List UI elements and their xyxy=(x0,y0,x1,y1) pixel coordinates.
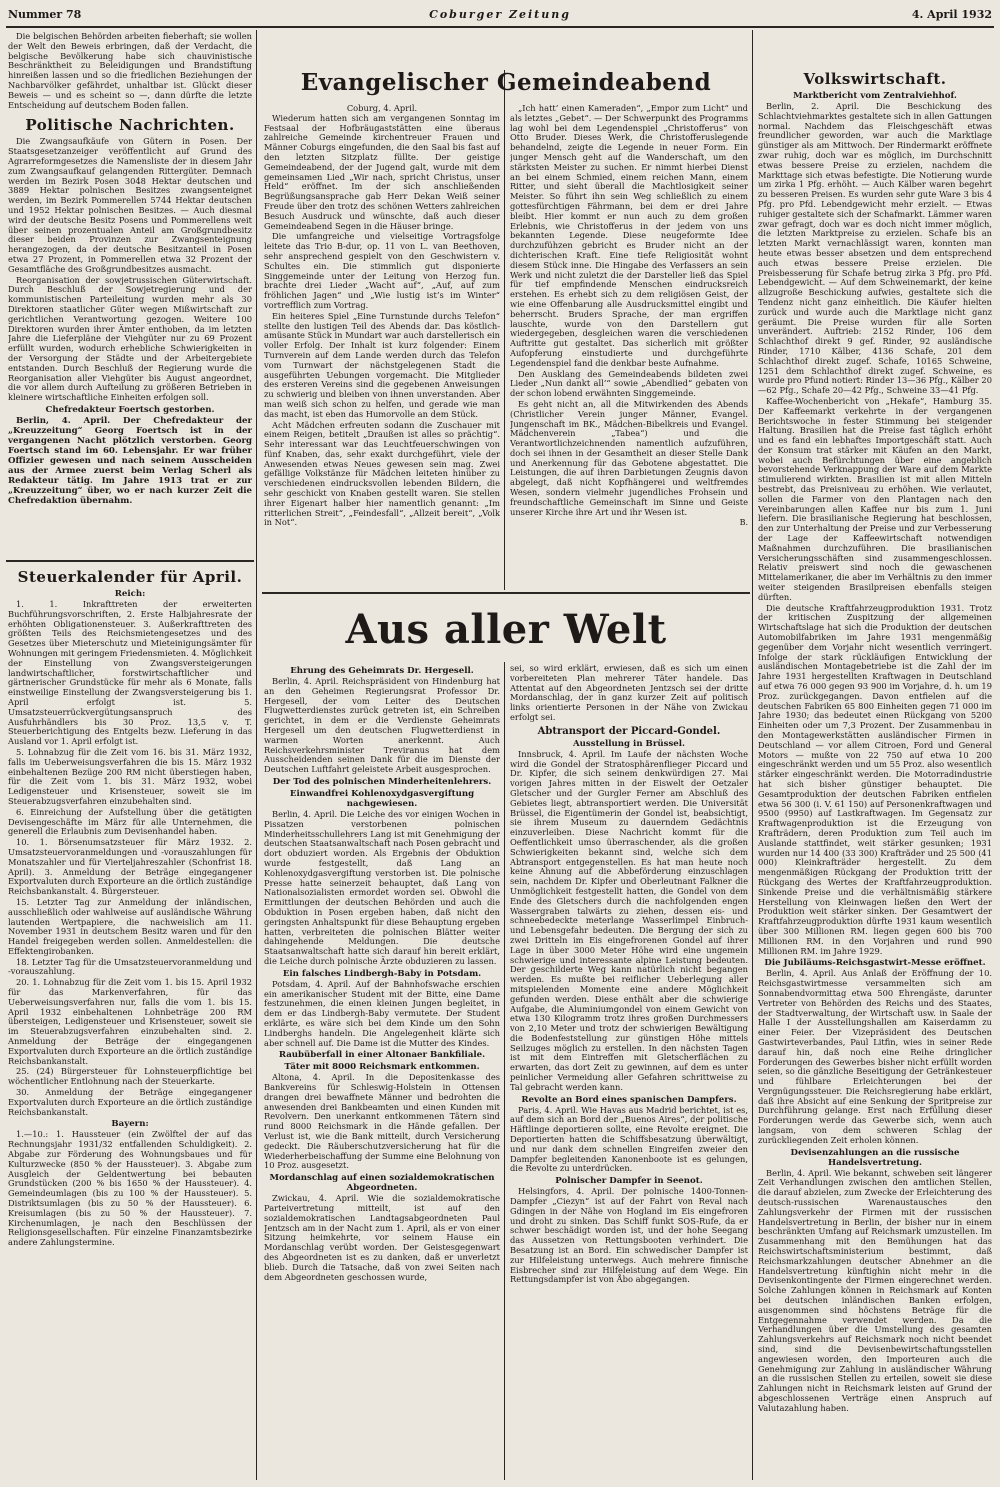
economy-paragraph: Berlin, 4. April. Aus Anlaß der Eröffnung der 10. Reichsgastwirtmesse versammelten sich am Sonnabendvormittag etwa 500 Ehrengäste, darunter Vertreter von Behörden des Reichs und des Staates, der Stadtverwaltung, der Wirtschaft usw. in Saale der Halle I der Ausstellungshallen am Kaiserdamm zu einer Feier. Der Vizepräsident des Deutschen Gastwirteverbandes, Paul Litfin, wies in seiner Rede darauf hin, daß noch eine Reihe dringlicher Forderungen des Gewerbes bisher nicht erfüllt worden seien, so die gänzliche Beseitigung der Getränkesteuer und fühlbare Erleichterungen bei der Vergnügungssteuer. Die Reichsregierung habe erklärt, daß ihre Absicht auf eine Senkung der Spritpreise zur Durchführung gelange. Erst nach Erfüllung dieser Forderungen werde das Gewerbe sich, wenn auch langsam, von dem schweren Schlag der zurückliegenden Zeit erholen können. xyxy=(758,968,992,1145)
world-news-paragraph: Berlin, 4. April. Die Leiche des vor einigen Wochen in Pissatzen verstorbenen polnischen Minderheitsschullehrers Lang ist mit Genehmigung der deutschen Staatsanwaltschaft nach Posen gebracht und dort obduziert worden. Als Ergebnis der Obduktion wurde festgestellt, daß Lang an Kohlenoxydgasvergiftung verstorben ist. Die polnische Presse hatte seinerzeit behauptet, daß Lang von Nationalsozialisten ermordet worden sei. Obwohl die Ermittlungen der deutschen Behörden und auch die Obduktion in Posen ergeben haben, daß nicht den geringsten Anhaltspunkt für diese Behauptung ergeben hatten, verbreiteten die polnischen Blätter weiter dahingehende Meldungen. Die deutsche Staatsanwaltschaft hatte sich darauf hin bereit erklärt, die Leiche durch polnische Ärzte obduzieren zu lassen. xyxy=(264,808,500,966)
column-left-top xyxy=(8,32,252,560)
obituary-heading: Chefredakteur Foertsch gestorben. xyxy=(45,404,215,415)
tax-item: 1.—10.: 1. Haussteuer (ein Zwölftel der auf das Rechnungsjahr 1931/32 entfallenden Schuldigkeit). 2. Abgabe zur Förderung des Wohnungsbaues und für Kulturzwecke (850 % der Haussteuer). 3. Abgabe zum Ausgleich der Geldentwertung bei bebauten Grundstücken (200 % bis 1650 % der Haussteuer). 4. Gemeindeumlagen (bis zu 100 % der Haussteuer). 5. Distriktsumlagen (bis zu 50 % der Haussteuer). 6. Kreisumlagen (bis zu 50 % der Haussteuer). 7. Kirchenumlagen, je nach den Beschlüssen der Religionsgesellschaften. Für einzelne Finanzamtsbezirke andere Zahlungstermine. xyxy=(8,1129,252,1248)
issue-number: Nummer 78 xyxy=(8,8,82,21)
tax-item: 25. (24) Bürgersteuer für Lohnsteuerpflichtige bei wöchentlicher Entlohnung nach der Steuerkarte. xyxy=(8,1066,252,1087)
politics-heading: Politische Nachrichten. xyxy=(25,116,235,135)
world-news-paragraph: Innsbruck, 4. April. Im Laufe der nächsten Woche wird die Gondel der Stratosphärenflieger Piccard und Dr. Kipfer, die sich seinem denkwürdigen 27. Mai vorigen Jahres mitten in der Eiswelt der Oetzaler Gletscher und der Gurgler Ferner am Abschluß des Gebietes liegt, abtransportiert werden. Die Universität Brüssel, die Eigentümerin der Gondel ist, beabsichtigt, sie ihrem Museum zu dauerndem Gedächtnis einzuverleiben. Diese Nachricht kommt für die Oeffentlichkeit umso überraschender, als die großen Schwierigkeiten bekannt sind, welche sich dem Abtransport entgegenstellen. Es hat man heute noch keine Ahnung auf die Abbeförderung einzuschlagen sein, nachdem Dr. Kipfer und Oberleutnant Falkner die Unmöglichkeit festgestellt hatten, die Gondel von dem Ende des Gletschers durch die nachfolgenden engen Wassergraben talwärts zu ziehen, dessen eis- und schneebedeckte meterlange Wasserlimpel Einbruch- und Lebensgefahr bedeuten. Die Bergung der sich zu zwei Dritteln im Eis eingefrorenen Gondel auf ihrer Lage in über 3000 Meter Höhe wird eine ungemein schwierige und interessante alpine Leistung bedeuten. Der geschilderte Weg kann natürlich nicht begangen werden. Es mußte bei reiflicher Ueberlegung aller mitspielenden Momente eine andere Möglichkeit gefunden werden. Diese enthält aber die schwierige Aufgabe, die Aluminiumgondel von einem Gewicht von etwa 130 Kilogramm trotz ihres großen Durchmessers von 2,10 Meter und trotz der schwierigen Bewältigung die Bodenfeststellung zur günstigen Höhe mittels Seilzuges möglich zu erstellen. In den nächsten Tagen ist mit dem Eintreffen mit Gletscherflächen zu erwarten, das dort Zeit zu gewinnen, auf dem es unter peinlicher Vermeidung aller Gefahren schrittweise zu Tal gebracht werden kann. xyxy=(510,748,748,1092)
tax-item: 10. 1. Börsenumsatzsteuer für März 1932. 2. Umsatzsteuervoranmeldungen und -vorauszahlungen für Monatszahler und für Vierteljahreszahler (Schonfrist 18. April). 3. Anmeldung der Beträge eingegangener Exportvaluten durch Exporteure an die örtlich zuständige Reichsbankanstalt. 4. Bürgersteuer. xyxy=(8,837,252,897)
masthead-rule xyxy=(6,26,994,28)
tax-item: 20. 1. Lohnabzug für die Zeit vom 1. bis 15. April 1932 für das Markenverfahren, für das Ueberweisungsverfahren nur, falls die vom 1. bis 15. April 1932 einbehaltenen Lohnbeträge 200 RM übersteigen, Ledigensteuer und Krisensteuer, soweit sie im Steuerabzugsverfahren einzubehalten sind. 2. Anmeldung der Beträge der eingegangenen Exportvaluten durch Exporteure an die örtlich zuständige Reichsbankanstalt. xyxy=(8,977,252,1066)
section-rule xyxy=(262,592,750,594)
church-evening-dateline: Coburg, 4. April. xyxy=(346,104,418,113)
intro-paragraph: Die belgischen Behörden arbeiten fieberhaft; sie wollen der Welt den Beweis erbringen, daß der Verdacht, die belgische Bevölkerung habe sich chauvinistische Beschränktheit zu Beleidigungen und Brandstiftung hinreißen lassen und so die friedlichen Beziehungen der Nachbarvölker gefährdet, unhaltbar ist. Glückt dieser Beweis — und es scheint so —, dann dürfte die letzte Entscheidung auf deutschem Boden fallen. xyxy=(8,32,252,110)
column-rule xyxy=(256,30,257,1480)
tax-item: 6. Einreichung der Aufstellung über die getätigten Devisengeschäfte im März für alle Unternehmen, die generell die Erlaubnis zum Devisenhandel haben. xyxy=(8,806,252,837)
tax-item: 5. Lohnabzug für die Zeit vom 16. bis 31. März 1932, falls im Ueberweisungsverfahren die bis 15. März 1932 einbehaltenen Bezüge 200 RM nicht überstiegen haben, für die Zeit vom 1. bis 31. März 1932, wobei Ledigensteuer und Krisensteuer, soweit sie im Steuerabzugsverfahren einzubehalten sind. xyxy=(8,746,252,806)
issue-date: 4. April 1932 xyxy=(911,8,992,21)
church-evening-column-b xyxy=(510,104,748,590)
world-news-column-a xyxy=(264,664,500,1480)
church-evening-paragraph: Wiederum hatten sich am vergangenen Sonntag im Festsaal der Hofbräugaststätten eine überaus zahlreiche Gemeinde kirchentreuer Frauen und Männer Coburgs eingefunden, die den Saal bis fast auf den letzten Sitzplatz füllte. Der geistige Gemeindeabend, der der Jugend galt, wurde mit dem gemeinsamen Lied „Wir nach, spricht Christus, unser Held“ eröffnet. Im der sich anschließenden Begrüßungsansprache gab Herr Dekan Weiß seiner Freude über den trotz des schönen Wetters zahlreichen Besuch Ausdruck und wünschte, daß auch dieser Gemeindeabend Segen in die Häuser bringe. xyxy=(264,112,500,231)
world-news-paragraph: Helsingfors, 4. April. Der polnische 1400-Tonnen-Dampfer „Ciezyn“ ist auf der Fahrt von Reval nach Gdingen in der Nähe von Hogland im Eis eingefroren und droht zu sinken. Das Schiff funkt SOS-Rufe, da er schwer beschädigt worden ist, und der hohe Seegang das Aussetzen von Rettungsbooten verhindert. Die Besatzung ist an Bord. Ein schwedischer Dampfer ist zur Hilfeleistung unterwegs. Auch mehrere finnische Eisbrecher sind zur Hilfeleistung auf dem Wege. Ein Rettungsdampfer ist von Åbo abgegangen. xyxy=(510,1186,748,1285)
economy-heading: Volkswirtschaft. xyxy=(803,70,947,88)
economy-paragraph: Berlin, 2. April. Die Beschickung des Schlachtviehmarktes gestaltete sich in allen Gattungen normal. Nachdem das Fleischgeschäft etwas freundlicher geworden, war auch die Marktlage günstiger als am Mittwoch. Der Rindermarkt eröffnete zwar ruhig, doch war es möglich, im Durchschnitt etwas bessere Preise zu erzielen, nachdem die Markttage sich etwas befestigte. Die Notierung wurde um zirka 1 Pfg. erhöht. — Auch Kälber waren begehrt zu besseren Preisen. Es wurden sehr gute Ware 3 bis 4 Pfg. pro Pfd. Lebendgewicht mehr erzielt. — Etwas ruhiger gestaltete sich der Schafmarkt. Lämmer waren zwar gefragt, doch war es doch nicht immer möglich, die letzten Marktpreise zu erzielen. Schafe bis an letzten Markt vernachlässigt waren, konnten man heute etwas besser absetzen und dem entsprechend auch etwas bessere Preise erzielen. Die Preisbesserung für Schafe betrug zirka 3 Pfg. pro Pfd. Lebendgewicht. — Auf dem Schweinemarkt, der keine allzugroße Beschickung aufwies, gestaltete sich die Tendenz nicht ganz einheitlich. Die Käufer hielten zurück und wurde auch die Marktlage nicht ganz geräumt. Die Preise wurden für alle Sorten unverändert. Auftrieb: 2152 Rinder, 106 dem Schlachthof direkt 9 gef. Rinder, 92 ausländische Rinder, 1710 Kälber, 4136 Schafe, 201 dem Schlachthof direkt zugef. Schafe, 10165 Schweine, 1251 dem Schlachthof direkt zugef. Schweine, es wurde pro Pfund notiert: Rinder 13—36 Pfg., Kälber 20—62 Pfg., Schafe 20—42 Pfg., Schweine 33—41 Pfg. xyxy=(758,101,992,396)
world-news-paragraph: Altona, 4. April. In die Depositenkasse des Bankvereins für Schleswig-Holstein in Ottensen drangen drei bewaffnete Männer und bedrohten die anwesenden drei Bankbeamten und einen Kunden mit Revolvern. Den unerkannt entkommenen Tätern sind rund 8000 Reichsmark in die Hände gefallen. Der Verlust ist, wie die Bank mitteilt, durch Versicherung gedeckt. Die Räuberschutzversicherung hat für die Wiederherbeischaffung der Summe eine Belohnung von 10 Proz. ausgesetzt. xyxy=(264,1072,500,1171)
tax-item: 15. Letzter Tag zur Anmeldung der inländischen, ausschließlich oder wahlweise auf ausländische Währung lautenden Wertpapiere, die nachweislich am 11. November 1931 in deutschem Besitz waren und für den Handel freigegeben werden sollen. Anmeldestellen: die Effektengirobanken. xyxy=(8,896,252,956)
church-evening-paragraph: Acht Mädchen erfreuten sodann die Zuschauer mit einem Reigen, betitelt „Draußen ist alles so prächtig“. Sehr interessant war das Leuchtfeuerschwingen von fünf Knaben, das, sehr exakt durchgeführt, viele der Anwesenden etwas Neues gewesen sein mag. Zwei gefällige Volkstänze für Mädchen leiteten hinüber zu verschiedenen eindrucksvollen lebenden Bildern, die sehr geschickt von Knaben gestellt waren. Sie stellen ihrer Eigenart halber hier namentlich genannt: „Im ritterlichen Streit“, „Feindesfall“, „Allzeit bereit“, „Volk in Not“. xyxy=(264,419,500,528)
tax-item: 30. Anmeldung der Beträge eingegangener Exportvaluten durch Exporteure an die örtlich zuständige Reichsbankanstalt. xyxy=(8,1087,252,1117)
section-rule xyxy=(6,560,254,562)
economy-paragraph: Berlin, 4. April. Wie bekannt, schweben seit längerer Zeit Verhandlungen zwischen den amtlichen Stellen, die darauf abzielen, zum Zwecke der Erleichterung des deutsch-russischen Warenaustausches den Zahlungsverkehr der Firmen mit der russischen Handelsvertretung in Berlin, der bisher nur in einem beschränkten Umfang auf Reichsmark umzustellen. Im Zusammenhang mit den Bemühungen hat das Reichswirtschaftsministerium bestimmt, daß Reichsmarkzahlungen deutscher Abnehmer an die Handelsvertretung künftighin nicht mehr in die Devisenkontingente der Firmen eingerechnet werden. Solche Zahlungen können in Reichsmark auf Konten bei deutschen inländischen Banken erfolgen, ausgenommen sind höchstens Beträge für die Entgegennahme verwendet werden. Da die Verhandlungen über die Umstellung des gesamten Zahlungsverkehrs auf Reichsmark noch nicht beendet sind, sind die Devisenbewirtschaftungsstellen angewiesen worden, den Importeuren auch die Genehmigung zur Zahlung in ausländischer Währung an die russischen Stellen zu erteilen, soweit sie diese Zahlungen nicht in Reichsmark leisten auf Grund der abgeschlossenen Verträge einen Anspruch auf Valutazahlung haben. xyxy=(758,1167,992,1413)
economy-paragraph: Die deutsche Kraftfahrzeugproduktion 1931. Trotz der kritischen Zuspitzung der allgemeinen Wirtschaftslage hat sich die Produktion der deutschen Automobilfabriken im Jahre 1931 mengenmäßig gegenüber dem Vorjahr nicht wesentlich verringert. Infolge der stark rückläufigen Entwicklung der ausländischen Montagebetriebe ist die Zahl der im Jahre 1931 hergestellten Kraftwagen in Deutschland auf etwa 76 000 gegen 93 900 im Vorjahre, d. h. um 19 Proz. zurückgegangen. Davon entfielen auf die deutschen Fabriken 65 800 Einheiten gegen 71 000 im Jahre 1930; das bedeutet einen Rückgang von 5200 Einheiten oder um 7,3 Prozent. Der Zusammenbau in den Montagewerkstätten ausländischer Firmen in Deutschland — vor allem Citroen, Ford und General Motors — mußte von 22 750 auf etwa 10 200 eingeschränkt werden und um 55 Proz. also wesentlich stärker eingeschränkt werden. Die Motorradindustrie hat sich bisher günstiger behauptet. Die Gesamtproduktion der deutschen Fabriken entfielen etwa 56 300 (i. V. 61 150) auf Personenkraftwagen und 9500 (9950) auf Lastkraftwagen. Im Gegensatz zur Kraftwagenproduktion ist die Erzeugung von Krafträdern, deren Produktion zum Teil auch im Auslande stattfindet, weit stärker gesunken; 1931 wurden nur 14 400 (33 300) Krafträder und 25 500 (41 000) Kleinkrafträder hergestellt. Zu dem mengenmäßigen Rückgang der Produktion tritt der Rückgang des Wertes der Kraftfahrzeugproduktion. Sinkende Preise und die verhältnismäßig stärkere Herstellung von Kleinwagen ließen den Wert der Produktion weit stärker sinken. Der Gesamtwert der Kraftfahrzeugproduktion dürfte 1931 kaum wesentlich über 300 Millionen RM. liegen gegen 600 bis 700 Millionen RM. in den Vorjahren und rund 990 Millionen RM. im Jahre 1929. xyxy=(758,602,992,956)
tax-item: 1. 1. Inkrafttreten der erweiterten Buchführungsvorschriften, 2. Erste Halbjahresrate der erhöhten Obligationensteuer. 3. Außerkrafttreten des größten Teils des Reichsmietengesetzes und des Gesetzes über Mieterschutz und Mieteinigungsämter für Wohnungen mit geringem Friedensmieten. 4. Möglichkeit der Einstellung von Zwangsversteigerungen landwirtschaftlicher, forstwirtschaftlicher und gärtnerischer Grundstücke für mehr als 6 Monate, falls einstweilige Einstellung der Zwangsversteigerung bis 1. April erfolgt ist. 5. Umsatzsteuerrückvergütungsanspruch des Ausfuhrhändlers bis 30 Proz. 13,5 v. T. Steuerberichtigung des Entgelts bezw. Lieferung in das Ausland vor 1. April erfolgt ist. xyxy=(8,599,252,747)
world-news-subheading: Einwandfrei Kohlenoxydgasvergiftung nachgewiesen. xyxy=(289,788,475,809)
world-news-heading: Aus aller Welt xyxy=(345,606,667,653)
column-economy xyxy=(758,68,992,1480)
column-rule xyxy=(504,70,505,590)
politics-paragraph: Die Zwangsaufkäufe von Gütern in Posen. Der Staatsgesetzanzeiger veröffentlicht auf Grund des Agrarreformgesetzes die Namensliste der in diesem Jahr zum Zwangsaufkauf gelangenden Rittergüter. Demnach werden im Bezirk Posen 3048 Hektar deutschen und 3889 Hektar polnischen Besitzes zwangsenteignet werden, im Bezirk Pommerellen 5744 Hektar deutschen und 1952 Hektar polnischen Besitzes. — Auch diesmal wird der deutsche Besitz Posens und Pommerellens weit über seinen prozentualen Anteil am Großgrundbesitz dieser beiden Provinzen zur Zwangsenteignung herangezogen, da der deutsche Besitzanteil in Posen etwa 27 Prozent, in Pommerellen etwa 32 Prozent der Gesamtfläche des Großgrundbesitzes ausmacht. xyxy=(8,136,252,274)
tax-reich-label: Reich: xyxy=(114,589,146,599)
church-evening-paragraph: Ein heiteres Spiel „Eine Turnstunde durchs Telefon“ stellte den lustigen Teil des Abends dar. Das köstlich-amüsante Stück in Mundart war auch darstellerisch ein voller Erfolg. Der Inhalt ist kurz folgender: Einem Turnverein auf dem Lande werden durch das Telefon vom Turnwart der nächstgelegenen Stadt die ausgeführten Uebungen vorgemacht. Die Mitglieder des ersteren Vereins sind die gegebenen Anweisungen zu schwierig und bleiben von ihnen unverstanden. Aber man weiß sich schon zu helfen, und gerade wie man das macht, ist eben das Humorvolle an dem Stück. xyxy=(264,310,500,419)
church-evening-column-a xyxy=(264,104,500,590)
obituary-paragraph: Berlin, 4. April. Der Chefredakteur der „Kreuzzeitung“ Georg Foertsch ist in der vergangenen Nacht plötzlich verstorben. Georg Foertsch stand im 60. Lebensjahr. Er war früher Offizier gewesen und nach seinem Ausscheiden aus der Armee zuerst beim Verlag Scherl als Redakteur tätig. Im Jahre 1913 trat er zur „Kreuzzeitung“ über, wo er nach kurzer Zeit die Chefredaktion übernahm. xyxy=(8,415,252,506)
world-news-paragraph: Potsdam, 4. April. Auf der Bahnhofswache erschien ein amerikanischer Student mit der Bitte, eine Dame festzunehmen, die einen kleinen Jungen begleitet, in dem er das Lindbergh-Baby vermutete. Der Student erklärte, es wäre sich bei dem Kinde um den Sohn Lindberghs handeln. Die Angelegenheit klärte sich aber schnell auf. Die Dame ist die Mutter des Kindes. xyxy=(264,978,500,1048)
world-news-subheading: Ein falsches Lindbergh-Baby in Potsdam. xyxy=(282,968,482,979)
world-news-subheading: Raubüberfall in einer Altonaer Bankfiliale. xyxy=(278,1050,486,1061)
tax-item: 18. Letzter Tag für die Umsatzsteuervoranmeldung und -vorauszahlung. xyxy=(8,956,252,977)
church-evening-heading: Evangelischer Gemeindeabend xyxy=(300,69,712,96)
world-news-paragraph: Paris, 4. April. Wie Havas aus Madrid berichtet, ist es, auf dem sich an Bord der „Buenos Aires“, der politische Häftlinge deportieren sollte, eine Revolte ereignet. Die Deportierten hatten die Schiffsbesatzung überwältigt, und nur dank dem schnellen Eingreifen zweier den Dampfer begleitenden Kanonenboote ist es gelungen, die Revolte zu unterdrücken. xyxy=(510,1104,748,1174)
economy-paragraph: Kaffee-Wochenbericht von „Hekafe“, Hamburg 35. Der Kaffeemarkt verkehrte in der vergangenen Berichtswoche in fester Stimmung bei steigender Haltung. Brasilien hat die Preise fast täglich erhöht und es fand ein lebhaftes Importgeschäft statt. Auch der Konsum trat stärker mit Käufen an den Markt, wobei auch Befürchtungen über eine angeblich bevorstehende Verknappung der Ware auf dem Markte stimulierend wirkten. Brasilien ist mit allen Mitteln bestrebt, das Preisniveau zu erhöhen. Wie verlautet, sollen die Farmer von den Plantagen nach den Vereinbarungen allen Kaffee nur bis zum 1. Juni liefern. Die brasilianische Regierung hat beschlossen, den zur Unterhaltung der Preise und zur Verbesserung der Lage der Kaffeewirtschaft notwendigen Maßnahmen durchzuführen. Die brasilianischen Versicherungsschäften sind zusammengeschlossen. Relativ preiswert sind noch die gewaschenen Mittelamerikaner, die aber im Verhältnis zu den immer weiter steigenden Brasilpreisen ebenfalls steigen dürften. xyxy=(758,395,992,602)
church-evening-paragraph: Den Ausklang des Gemeindeabends bildeten zwei Lieder „Nun dankt all’“ sowie „Abendlied“ gebaten von der schon lobend erwähnten Singgemeinde. xyxy=(510,368,748,399)
newspaper-title: Coburger Zeitung xyxy=(429,8,571,21)
column-left-bottom xyxy=(8,566,252,1480)
world-news-subheading: Abtransport der Piccard-Gondel. xyxy=(537,725,721,737)
world-news-subheading: Ausstellung in Brüssel. xyxy=(573,738,685,749)
church-evening-paragraph: Die umfangreiche und vielseitige Vortragsfolge leitete das Trio B-dur, op. 11 von L. van Beethoven, sehr ansprechend gespielt von den Geschwistern v. Schultes ein. Die stimmlich gut disponierte Singgemeinde unter der Leitung von Herzog fun. brachte drei Lieder „Wacht auf“, „Auf, auf zum fröhlichen Jagen“ und „Wie lustig ist’s im Winter“ vortrefflich zum Vortrag. xyxy=(264,231,500,310)
column-rule xyxy=(504,662,505,1480)
world-news-subheading: Der Tod des polnischen Minderheitenlehrers. xyxy=(272,776,492,787)
world-news-paragraph: sei, so wird erklärt, erwiesen, daß es sich um einen vorbereiteten Plan mehrerer Täter handele. Das Attentat auf den Abgeordneten Jentzsch sei der dritte Mordanschlag, der in ganz kurzer Zeit auf politisch links orientierte Personen in der Nähe von Zwickau erfolgt sei. xyxy=(510,664,748,722)
church-evening-paragraph: „Ich hatt’ einen Kameraden“, „Empor zum Licht“ und als letztes „Gebet“. — Der Schwerpunkt des Programms lag wohl bei dem Legendenspiel „Christofferus“ von Otto Bruder. Dieses Werk, die Christofferuslegende behandelnd, zeigte die Legende in neuer Form. Ein junger Mensch geht auf die Wanderschaft, um den stärksten Meister zu suchen. Er nimmt hierbei Dienst an bei einem Schmied, einem reichen Mann, einem Ritter, und sieht überall die Machtlosigkeit seiner Meister. So führt ihn sein Weg schließlich zu einem gottesfürchtigen Fährmann, bei dem er drei Jahre bleibt. Hier kommt er nun auch zu dem großen Erlebnis, wie Christofferus in der jedem von uns bekannten Legende. Diese neugeformte Idee durchzufühzen gebricht es Bruder nicht an der dichterischen Kraft. Eine tiefe Religiosität wohnt diesem Stück inne. Die Hingabe des Verfassers an sein Werk und nicht zuletzt die der Darsteller ließ das Spiel für tief empfindende Menschen eindrucksreich erstehen. Es erhebt sich zu dem religiösen Geist, der wie eine Offenbarung alle Ausdrucksmittel eingibt und beherrscht. Bruders Sprache, der man ergriffen lauschte, wurde von den Darstellern gut wiedergegeben, desgleichen waren die verschiedenen Auftritte gut gestaltet. Das sicherlich mit größter Aufopferung einstudierte und durchgeführte Legendenspiel fand die denkbar beste Aufnahme. xyxy=(510,104,748,368)
economy-subheading: Die Jubiläums-Reichsgastwirt-Messe eröffnet. xyxy=(764,958,986,969)
masthead xyxy=(8,6,992,24)
politics-paragraph: Reorganisation der sowjetrussischen Güterwirtschaft. Durch Beschluß der Sowjetregierung und der kommunistischen Parteileitung wurden mehr als 30 Direktoren staatlicher Güter wegen Mißwirtschaft zur gerichtlichen Verantwortung gezogen. Weitere 100 Direktoren wurden ihrer Ämter enthoben, da im letzten Jahre die Lieferpläne der Viehgüter nur zu 69 Prozent erfüllt wurden, wodurch erhebliche Schwierigkeiten in der Versorgung der Städte und der Arbeitergebiete entstanden. Durch Beschluß der Regierung wurde die Reorganisation aller Viehgüter bis August angeordnet, die vor allem durch Aufteilung zu größeren Betrieben in kleinere wirtschaftliche Einheiten erfolgen soll. xyxy=(8,274,252,403)
column-rule xyxy=(752,30,753,1480)
world-news-subheading: Revolte an Bord eines spanischen Dampfers. xyxy=(521,1094,737,1105)
world-news-paragraph: Berlin, 4. April. Reichspräsident von Hindenburg hat an den Geheimen Regierungsrat Professor Dr. Hergesell, der vom Leiter des Deutschen Flugwetterdienstes zurück getreten ist, ein Schreiben gerichtet, in dem er die Verdienste Geheimrats Hergesell um den deutschen Flugwetterdienst in warmen Worten anerkennt. Auch Reichsverkehrsminister Treviranus hat dem Ausscheidenden seinen Dank für die im Dienste der Deutschen Luftfahrt geleistete Arbeit ausgesprochen. xyxy=(264,676,500,775)
economy-subheading: Devisenzahlungen an die russische Handelsvertretung. xyxy=(790,1147,960,1168)
economy-subheading: Marktbericht vom Zentralviehhof. xyxy=(793,91,957,101)
world-news-subheading: Täter mit 8000 Reichsmark entkommen. xyxy=(284,1062,480,1073)
tax-calendar-heading: Steuerkalender für April. xyxy=(17,568,243,586)
church-evening-paragraph: Es geht nicht an, all die Mitwirkenden des Abends (Christlicher Verein junger Männer, Evangel. Jungenschaft im BK., Mädchen-Bibelkreis und Evangel. Mädchenverein „Tabea“) und die Verantwortlichzeichnenden namentlich aufzuführen, doch sei ihnen in der Gesamtheit an dieser Stelle Dank und Anerkennung für das Gebotene abgestattet. Die Leistungen, die auf ihren Darbietungen Zeugnis davon abgelegt, daß nicht Kopfhängerei und weltfremdes Wesen, sondern vielmehr jugendliches Frohsein und freundschaftliche Gemeinschaft im Sinne und Geiste unserer Kirche ihre Art und ihr Wesen ist. xyxy=(510,398,748,517)
world-news-column-b xyxy=(510,664,748,1480)
world-news-subheading: Polnischer Dampfer in Seenot. xyxy=(555,1176,703,1187)
tax-bayern-label: Bayern: xyxy=(111,1119,149,1130)
world-news-paragraph: Zwickau, 4. April. Wie die sozialdemokratische Parteivertretung mitteilt, ist auf den sozialdemokratischen Landtagsabgeordneten Paul Jentzsch am in der Nacht zum 1. April, als er von einer Sitzung heimkehrte, vor seinem Hause ein Mordanschlag verübt worden. Der Geistesgegenwart des Abgeordneten ist es zu danken, daß er unverletzt blieb. Durch die Tatsache, daß von zwei Seiten nach dem Abgeordneten geschossen wurde, xyxy=(264,1193,500,1282)
world-news-subheading: Ehrung des Geheimrats Dr. Hergesell. xyxy=(290,666,474,676)
church-evening-signature: B. xyxy=(739,518,748,528)
world-news-subheading: Mordanschlag auf einen sozialdemokratischen Abgeordneten. xyxy=(269,1173,495,1194)
